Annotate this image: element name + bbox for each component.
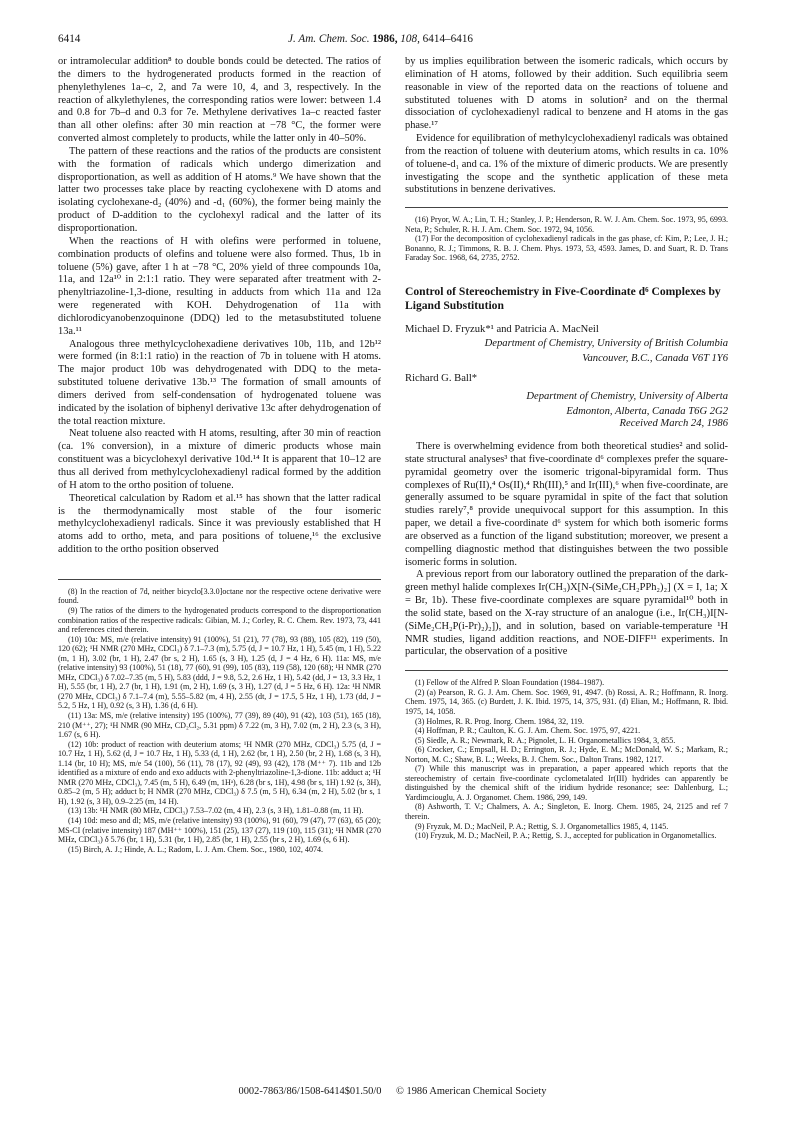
page-footer (0, 1086, 785, 1097)
footnote-divider (58, 579, 381, 580)
body-paragraph: Analogous three methylcyclohexadiene derivatives 10b, 11b, and 12b¹² were formed (in 8:1:1 ratio) in the reaction of 7b in toluene with H atoms. The major product 10b was dehydrogenated with DDQ to the meta-substituted toluene derivative 13b.¹³ The formation of small amounts of dimers derived from self-condensation of hydrogenated toluene was indicated by the isolation of biphenyl derivative 13c after dehydrogenation of the total reaction mixture. (58, 338, 381, 427)
footnote: (17) For the decomposition of cyclohexadienyl radicals in the gas phase, cf: Kim, P.; Lee, J. H.; Bonanno, R. J.; Timmons, R. B. J. Chem. Phys. 1973, 53, 4593. James, D. and Suart, R. D. Trans Faraday Soc. 1968, 64, 2735, 2752. (405, 234, 728, 263)
affiliation: Department of Chemistry, University of Alberta (526, 391, 728, 403)
body-paragraph: A previous report from our laboratory outlined the preparation of the dark-green methyl halide complexes Ir(CH₃)X[N-(SiMe₂CH₂PPh₂)₂] (X = I, 1a; X = Br, 1b). These five-coordinate complexes are square pyramidal¹⁰ both in the solid state, based on the X-ray structure of an analogue (i.e., Ir(CH₃)I[N-(SiMe₂CH₂P(i-Pr)₂)₂]), and in solution, based on variable-temperature ¹H NMR studies, ligand addition reactions, and NOE-DIFF¹¹ experiments. In particular, the observation of a positive (405, 569, 728, 658)
body-paragraph: or intramolecular addition⁸ to double bonds could be detected. The ratios of the dimers to the hydrogenerated products formed in the reaction of phenylethylenes 1a–c, 2, and 7a were 10, 4, and 3, respectively. In the reaction of alkylethylenes, the corresponding ratios were lower: between 1.4 and 0.8 for 7b–d and 0.3 for 7e. Methylene derivatives 1a–c reacted faster than all other olefins: after 30 min reaction at −78 °C, the former were converted almost completely to products, while the latter only in 40–50%. (58, 56, 381, 145)
body-paragraph: When the reactions of H with olefins were performed in toluene, combination products of olefins and toluene were also formed. Thus, 1b in toluene (5%) gave, after 1 h at −78 °C, 20% yield of three compounds 10a, 11a, and 12a¹⁰ in 2:1:1 ratio. They were separated after treatment with 2-phenyltriazoline-1,3-dione, resulting in adducts from which 11a and 12a were regenerated with KOH. Dehydrogenation of 11a with dichlorodicyanobenzoquinone (DDQ) led to the metasubstituted toluene 13a.¹¹ (58, 235, 381, 337)
footnote: (10) Fryzuk, M. D.; MacNeil, P. A.; Rettig, S. J., accepted for publication in Organometallics. (415, 831, 717, 841)
copyright-notice: © 1986 American Chemical Society (396, 1086, 547, 1097)
footnote: (16) Pryor, W. A.; Lin, T. H.; Stanley, J. P.; Henderson, R. W. J. Am. Chem. Soc. 1973, 95, 6993. Neta, P.; Schuler, R. H. J. Am. Chem. Soc. 1972, 94, 1056. (405, 215, 728, 234)
body-paragraph: by us implies equilibration between the isomeric radicals, which occurs by elimination of H atoms, followed by their addition. Such equilibria seem reasonable in view of the reported data on the reactions of toluene and substituted toluenes with D atoms in solution² and on the thermal dissociation of cyclohexadienyl radical to benzene and H atoms in the gas phase.¹⁷ (405, 56, 728, 132)
affiliation: Edmonton, Alberta, Canada T6G 2G2 (566, 405, 728, 417)
body-paragraph: Theoretical calculation by Radom et al.¹⁵ has shown that the latter radical is the thermodynamically most stable of the four isomeric methylcyclohexadienyl radicals. Since it was previously established that H atoms add to ortho, meta, and para positions of toluene,¹⁶ the exclusive addition to the ortho position observed (58, 492, 381, 556)
footnote: (9) The ratios of the dimers to the hydrogenated products correspond to the disproportionation combination ratios of the respective radicals: Gibian, M. J.; Corley, R. C. Chem. Rev. 1973, 73, 441 and references cited therein. (58, 606, 381, 635)
journal-pages: 6414–6416 (422, 33, 473, 45)
affiliation: Vancouver, B.C., Canada V6T 1Y6 (582, 352, 728, 364)
body-paragraph: Evidence for equilibration of methylcyclohexadienyl radicals was obtained from the reaction of toluene with deuterium atoms, which results in ca. 10% of toluene-d₁ and ca. 1% of the mixture of dimeric products. We are presently investigating the scope and the synthetic application of these meta substitutions in benzene derivatives. (405, 133, 728, 196)
footnote-divider (405, 207, 728, 208)
footnote: (13) 13b: ¹H NMR (80 MHz, CDCl₃) 7.53–7.02 (m, 4 H), 2.3 (s, 3 H), 1.81–0.88 (m, 11 H). (68, 806, 364, 816)
right-column (405, 56, 728, 841)
journal-name: J. Am. Chem. Soc. (288, 33, 370, 45)
footnote: (11) 13a: MS, m/e (relative intensity) 195 (100%), 77 (39), 89 (40), 91 (42), 103 (51), 165 (18), 210 (M⁺⁺, 27); ¹H NMR (90 MHz, CD₂Cl₂, 5.31 ppm) δ 7.22 (m, 3 H), 7.02 (m, 2 H), 2.3 (s, 3 H), 1.67 (s, 6 H). (58, 711, 381, 740)
footnote: (15) Birch, A. J.; Hinde, A. L.; Radom, L. J. Am. Chem. Soc., 1980, 102, 4074. (68, 844, 324, 854)
footnote: (3) Holmes, R. R. Prog. Inorg. Chem. 1984, 32, 119. (415, 716, 584, 726)
journal-volume: 108, (400, 33, 420, 45)
journal-year: 1986, (372, 33, 398, 45)
article-authors: Richard G. Ball* (405, 373, 478, 385)
left-column (58, 56, 381, 854)
received-date: Received March 24, 1986 (619, 418, 728, 430)
footnote: (1) Fellow of the Alfred P. Sloan Foundation (1984–1987). (415, 678, 605, 688)
affiliation: Department of Chemistry, University of British Columbia (484, 338, 728, 350)
footnote: (2) (a) Pearson, R. G. J. Am. Chem. Soc. 1969, 91, 4947. (b) Rossi, A. R.; Hoffmann, R. Inorg. Chem. 1975, 14, 365. (c) Burdett, J. K. Ibid. 1975, 14, 375, 931. (d) Elian, M.; Hoffmann, R. Ibid. 1975, 14, 1058. (405, 687, 728, 716)
article-authors: Michael D. Fryzuk*¹ and Patricia A. MacNeil (405, 324, 599, 336)
footnote-divider (405, 670, 728, 671)
page-number: 6414 (58, 33, 81, 45)
footnote: (14) 10d: meso and dl; MS, m/e (relative intensity) 93 (100%), 91 (60), 79 (47), 77 (63), 65 (20); MS-CI (relative intensity) 187 (MH⁺⁺ 100%), 151 (25), 137 (27), 119 (10), 115 (31); ¹H NMR (270 MHz, CDCl₃) δ 5.76 (br, 1 H), 5.31 (br, 1 H), 2.85 (br, 1 H), 2.55 (br s, 2 H), 1.69 (s, 6 H). (58, 816, 381, 845)
footnote: (6) Crocker, C.; Empsall, H. D.; Errington, R. J.; Hyde, E. M.; McDonald, W. S.; Markam, R.; Norton, M. C.; Shaw, B. L.; Weeks, B. J. Chem. Soc., Dalton Trans. 1982, 1217. (405, 745, 728, 764)
footnote: (10) 10a: MS, m/e (relative intensity) 91 (100%), 51 (21), 77 (78), 93 (88), 105 (82), 119 (50), 120 (62); ¹H NMR (270 MHz, CDCl₃) δ 7.1–7.3 (m), 5.75 (d, J = 10.7 Hz, 1 H), 5.45 (m, 1 H), 5.22 (m, 1 H), 3.02 (br, 1 H), 2.47 (br s, 2 H), 1.65 (s, 3 H), 1.25 (d, J = 4 Hz, 6 H). 11a: MS, m/e (relative intensity) 93 (100%), 51 (18), 77 (60), 91 (99), 105 (83), 119 (58), 120 (68); ¹H NMR (270 MHz, CDCl₃) δ 7.02–7.35 (m, 5 H), 5.83 (ddd, J = 9.8, 5.2, 2.6 Hz, 1 H), 5.42 (dd, J = 13, 3.3 Hz, 1 H), 5.55 (br, 1 H), 2.7 (br, 1 H), 1.91 (m, 2 H), 1.69 (s, 3 H), 1.27 (d, J = 5 Hz, 6 H). 12a: ¹H NMR (270 MHz, CDCl₃) δ 7.1–7.4 (m), 5.55–5.82 (m, 4 H), 2.55 (dt, J = 17.5, 5 Hz, 1 H), 1.73 (dd, J = 5.2, 5 Hz, 1 H), 0.92 (s, 3 H), 1.36 (d, 6 H). (58, 634, 381, 711)
body-paragraph: Neat toluene also reacted with H atoms, resulting, after 30 min of reaction (ca. 1% conversion), in a mixture of dimeric products whose main constituent was a bicyclohexyl derivative 10d.¹⁴ It is apparent that 10–12 are thus all derived from methylcyclohexadienyl radical formed by the addition of H atom to the ortho position of toluene. (58, 428, 381, 491)
footnote: (5) Siedle, A. R.; Newmark, R. A.; Pignolet, L. H. Organometallics 1984, 3, 855. (415, 735, 676, 745)
footnote: (4) Hoffman, P. R.; Caulton, K. G. J. Am. Chem. Soc. 1975, 97, 4221. (415, 726, 641, 736)
footnote: (8) Ashworth, T. V.; Chalmers, A. A.; Singleton, E. Inorg. Chem. 1985, 24, 2125 and ref 7 therein. (405, 802, 728, 821)
issn-code: 0002-7863/86/1508-6414$01.50/0 (238, 1086, 382, 1097)
running-header (58, 33, 730, 49)
body-paragraph: The pattern of these reactions and the ratios of the products are consistent with the formation of radicals which undergo dimerization and disproportionation, as well as addition of H atoms.⁹ We have shown that the latter two processes take place by reacting cyclohexene with D atoms and isolating cyclohexane-d₂ (40%) and -d₁ (60%), the former being mainly the product of D-addition to the cyclohexyl radical and the latter of its disproportionation. (58, 145, 381, 234)
footnote: (7) While this manuscript was in preparation, a paper appeared which reports that the stereochemistry of certain five-coordinate cyclometalated Ir(III) hydrides can apparently be distinguished by the chemical shift of the iridium hydride resonance; see: Dahlenburg, L.; Yardimciouglu, A. J. Organomet. Chem. 1986, 299, 149. (405, 764, 728, 802)
article-title: Control of Stereochemistry in Five-Coordinate d⁶ Complexes by Ligand Substitution (405, 285, 721, 313)
footnote: (8) In the reaction of 7d, neither bicyclo[3.3.0]octane nor the respective octene derivative were found. (58, 586, 381, 606)
footnote: (9) Fryzuk, M. D.; MacNeil, P. A.; Rettig, S. J. Organometallics 1985, 4, 1145. (415, 821, 669, 831)
footnote: (12) 10b: product of reaction with deuterium atoms; ¹H NMR (270 MHz, CDCl₃) 5.75 (d, J = 10.7 Hz, 1 H), 5.62 (d, J = 10.7 Hz, 1 H), 5.33 (d, 1 H), 2.62 (br, 1 H), 2.50 (br, 2 H), 1.68 (s, 3 H), 1.14 (br, 10 H); MS, m/e 54 (100), 56 (11), 78 (17), 92 (49), 93 (42), 178 (M⁺⁺ 7). 11b and 12b identified as a mixture of endo and exo adducts with 2-phenyltriazoline-1,3-dione. 11b: adduct a; ¹H NMR (270 MHz, CDCl₃), 7.45 (m, 5 H), 6.49 (m, 1Hᵃ), 6.28 (br s, 1H), 4.98 (br s, 1H) 1.92 (s, 3H), 0.85–2 (m, 5 H); adduct b; H NMR (270 MHz, CDCl₃) δ 7.5 (m, 5 H), 6.34 (m, 2 H), 5.02 (br s, 1 H), 1.92 (s, 3 H), 0.9–2.25 (m, 14 H). (58, 739, 381, 806)
body-paragraph: There is overwhelming evidence from both theoretical studies² and solid-state structural analyses³ that five-coordinate d⁶ complexes prefer the square-pyramidal geometry over the isomeric trigonal-bipyramidal form. Thus complexes of Ru(II),⁴ Os(II),⁴ Rh(III),⁵ and Ir(III),⁶ when five-coordinate, are generally assumed to be square pyramidal in spite of the fact that solution studies rarely⁷,⁸ provide unequivocal support for this assumption. In this paper, we detail a five-coordinate d⁶ system for which both isomeric forms are observed as a function of the ligand substitution; moreover, we present a compelling diagnostic method that distinguishes between the two possible isomeric forms in solution. (405, 440, 728, 568)
journal-citation (288, 33, 473, 45)
